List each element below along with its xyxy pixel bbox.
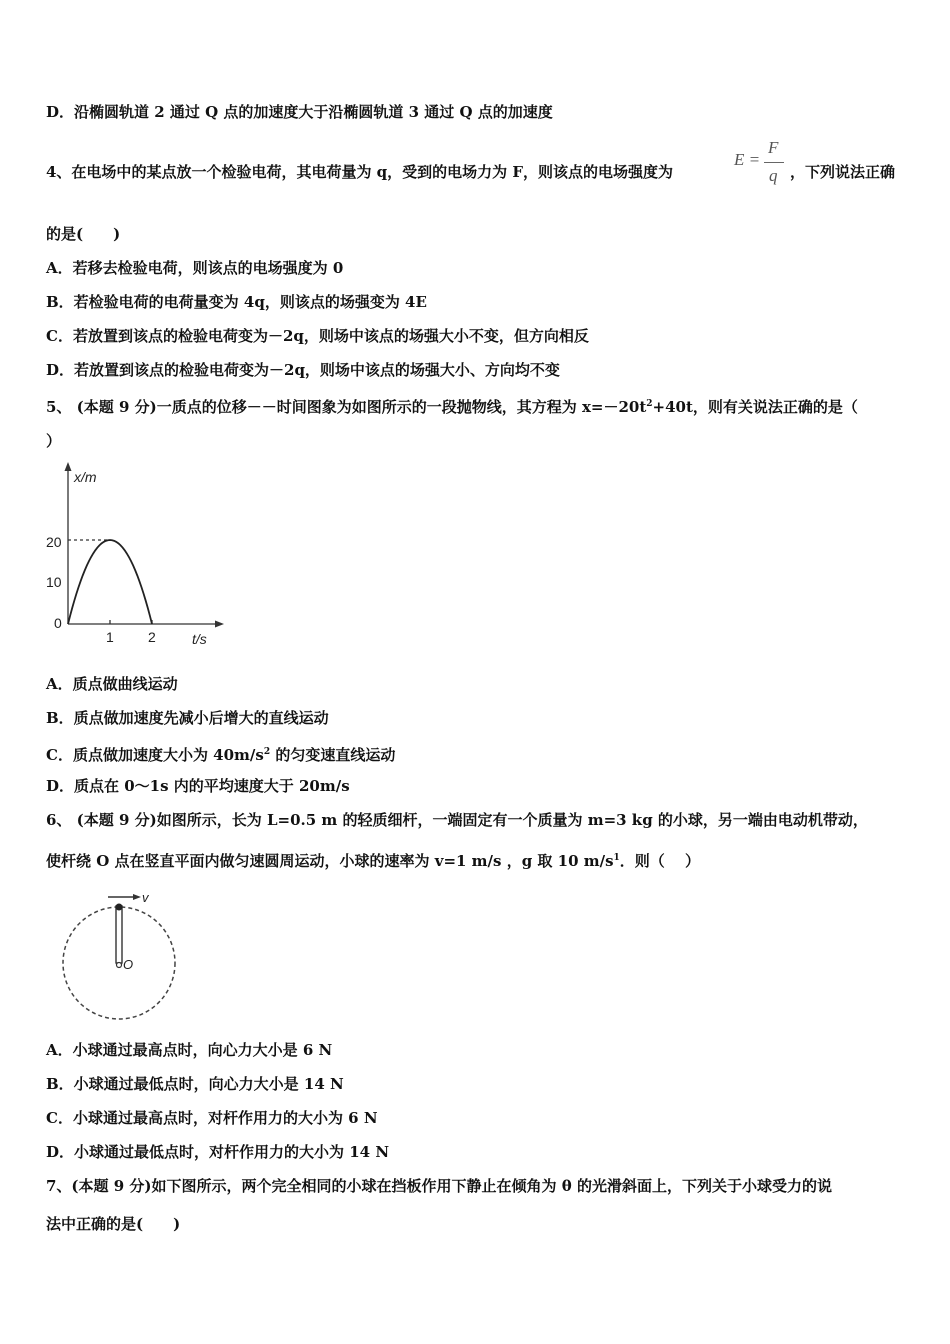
x-tick-2: 2 — [148, 629, 156, 645]
velocity-arrowhead — [133, 894, 141, 900]
ball — [116, 904, 123, 911]
q5-option-a: A．质点做曲线运动 — [46, 675, 178, 693]
q4-stem-a: 4、在电场中的某点放一个检验电荷，其电荷量为 q，受到的电场力为 F，则该点的电场强度为 — [46, 163, 674, 181]
q6-option-b: B．小球通过最低点时，向心力大小是 14 N — [46, 1075, 344, 1093]
q5-stem-b: +40t，则有关说法正确的是（ — [652, 398, 858, 416]
formula-numerator: F — [768, 138, 779, 157]
pivot-point — [117, 963, 122, 968]
q7-stem-line2: 法中正确的是( ) — [46, 1215, 181, 1233]
formula-lhs: E = — [734, 150, 761, 169]
q5-stem-sup: 2 — [646, 399, 653, 409]
q5-option-c-sup: 2 — [263, 747, 271, 757]
velocity-label: v — [142, 890, 149, 905]
x-axis-arrow — [215, 621, 224, 628]
q4-option-c: C．若放置到该点的检验电荷变为－2q，则场中该点的场强大小不变，但方向相反 — [46, 327, 589, 345]
q4-option-d: D．若放置到该点的检验电荷变为－2q，则场中该点的场强大小、方向均不变 — [46, 361, 560, 379]
q6-option-a: A．小球通过最高点时，向心力大小是 6 N — [46, 1041, 333, 1059]
y-axis-label: x/m — [74, 469, 97, 485]
parabola-curve — [68, 540, 152, 624]
q6-stem-c: ．则（ ） — [619, 852, 701, 870]
q5-option-c-text: C．质点做加速度大小为 40m/s — [46, 746, 264, 764]
q6-stem-b: 使杆绕 O 点在竖直平面内做匀速圆周运动，小球的速率为 v=1 m/s ，g 取 10 m/s — [46, 852, 614, 870]
q5-stem-line1 — [46, 394, 858, 417]
q4-option-b: B．若检验电荷的电荷量变为 4q，则该点的场强变为 4E — [46, 293, 427, 311]
pivot-label: O — [123, 957, 134, 972]
q4-stem-b: ，下列说法正确 — [790, 163, 896, 181]
y-tick-20: 20 — [46, 534, 62, 550]
x-tick-1: 1 — [106, 629, 114, 645]
q6-circular-motion-figure — [56, 886, 186, 1026]
q3-option-d: D．沿椭圆轨道 2 通过 Q 点的加速度大于沿椭圆轨道 3 通过 Q 点的加速度 — [46, 103, 553, 121]
y-tick-0: 0 — [54, 615, 62, 631]
q5-option-c-tail: 的匀变速直线运动 — [270, 746, 396, 764]
q5-option-b: B．质点做加速度先减小后增大的直线运动 — [46, 709, 329, 727]
q6-option-c: C．小球通过最高点时，对杆作用力的大小为 6 N — [46, 1109, 378, 1127]
q6-stem-line1: 6、 (本题 9 分)如图所示，长为 L=0.5 m 的轻质细杆，一端固定有一个质量为 m=3 kg 的小球，另一端由电动机带动， — [46, 811, 868, 829]
fraction-bar — [764, 162, 784, 163]
q4-stem-c: 的是( ) — [46, 225, 121, 243]
q4-stem-line1 — [46, 162, 673, 182]
q7-stem-line1: 7、(本题 9 分)如下图所示，两个完全相同的小球在挡板作用下静止在倾角为 θ 的光滑斜面上，下列关于小球受力的说 — [46, 1177, 832, 1195]
formula-denominator: q — [769, 166, 778, 185]
q6-option-d: D．小球通过最低点时，对杆作用力的大小为 14 N — [46, 1143, 390, 1161]
q6-stem-sup: 1 — [613, 853, 620, 863]
q5-stem-c: ） — [46, 432, 62, 450]
y-axis-arrow — [65, 462, 72, 471]
q5-stem-a: 5、 (本题 9 分)一质点的位移－－时间图象为如图所示的一段抛物线，其方程为 x=－20t — [46, 398, 647, 416]
q6-stem-line2 — [46, 848, 700, 871]
q5-option-c — [46, 742, 395, 765]
q4-option-a: A．若移去检验电荷，则该点的电场强度为 0 — [46, 259, 344, 277]
q5-option-d: D．质点在 0～1s 内的平均速度大于 20m/s — [46, 777, 350, 795]
q5-xt-graph — [44, 458, 226, 650]
x-axis-label: t/s — [192, 631, 207, 647]
y-tick-10: 10 — [46, 574, 62, 590]
light-rod — [116, 906, 122, 963]
